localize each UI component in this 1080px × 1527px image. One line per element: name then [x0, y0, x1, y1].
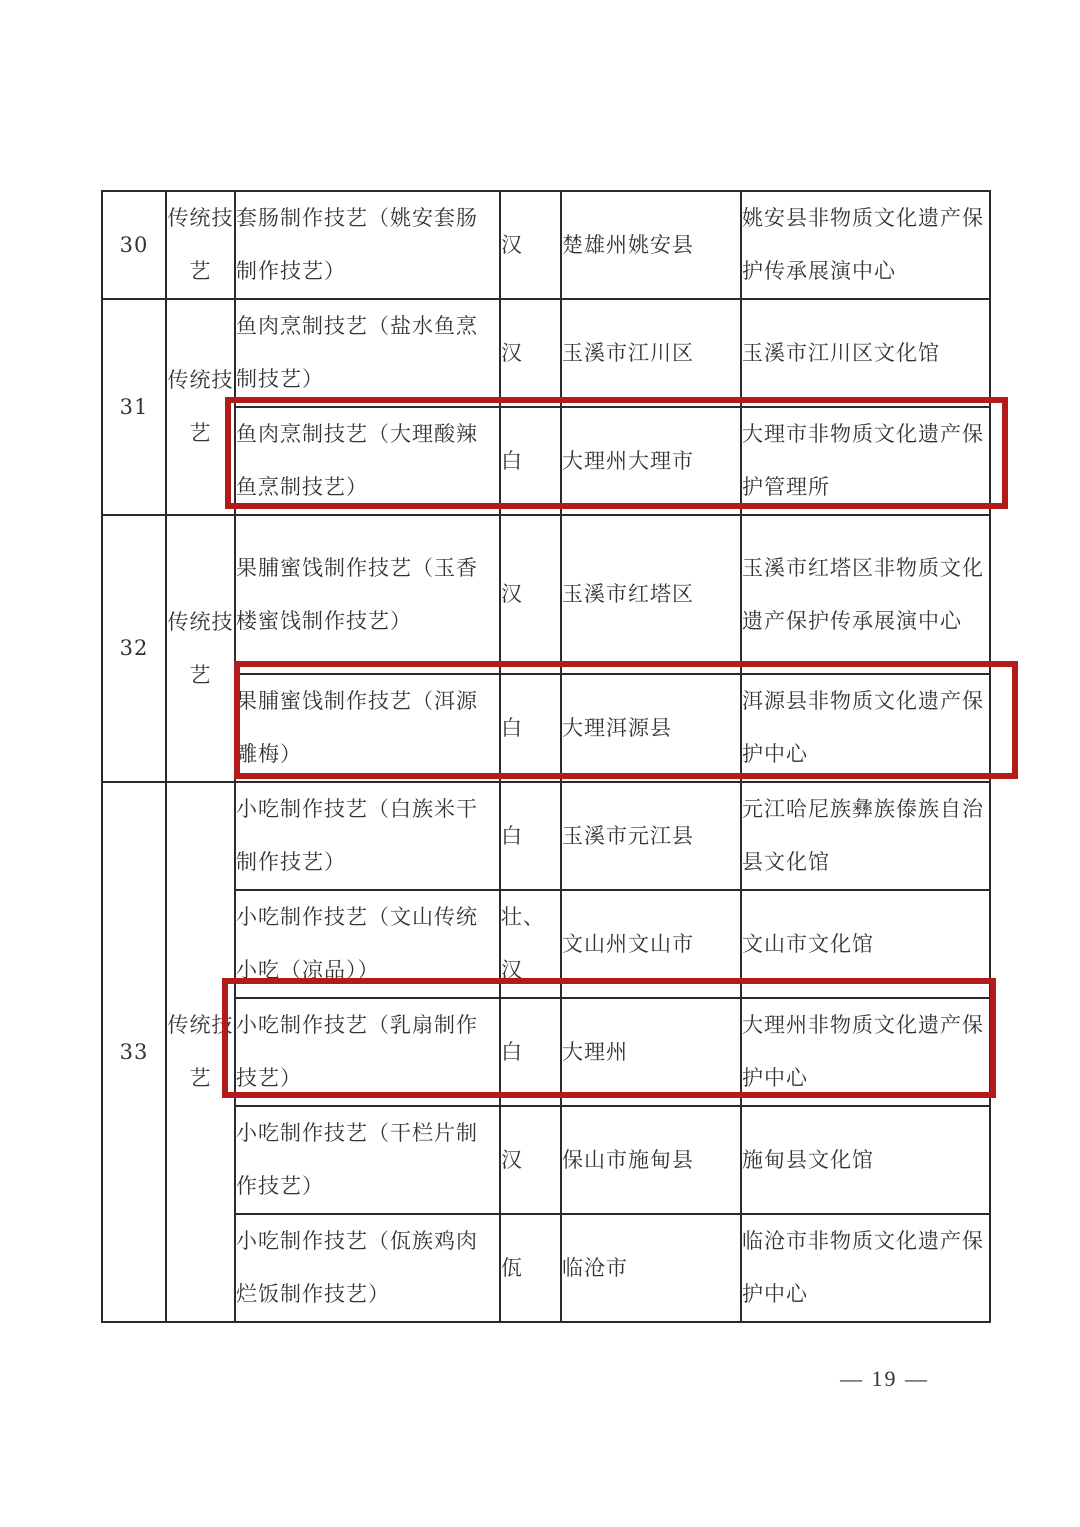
- table-row: [102, 407, 990, 515]
- item-name-cell: 小吃制作技艺（佤族鸡肉烂饭制作技艺）: [235, 1214, 500, 1322]
- ethnicity-cell: 汉: [500, 299, 561, 407]
- category-cell: 传统技艺: [166, 191, 235, 299]
- location-cell: 临沧市: [561, 1214, 741, 1322]
- item-name-cell: 小吃制作技艺（白族米干制作技艺）: [235, 782, 500, 890]
- ethnicity-cell: 汉: [500, 1106, 561, 1214]
- item-name-cell: 小吃制作技艺（乳扇制作技艺）: [235, 998, 500, 1106]
- ethnicity-cell: 白: [500, 782, 561, 890]
- table-row: [102, 1214, 990, 1322]
- location-cell: 保山市施甸县: [561, 1106, 741, 1214]
- table-row: [102, 782, 990, 890]
- table-row: [102, 515, 990, 674]
- item-name-cell: 小吃制作技艺（文山传统小吃（凉品））: [235, 890, 500, 998]
- protection-unit-cell: 元江哈尼族彝族傣族自治县文化馆: [741, 782, 990, 890]
- protection-unit-cell: 洱源县非物质文化遗产保护中心: [741, 674, 990, 782]
- item-number: 32: [102, 515, 166, 782]
- protection-unit-cell: 施甸县文化馆: [741, 1106, 990, 1214]
- item-name-cell: 小吃制作技艺（干栏片制作技艺）: [235, 1106, 500, 1214]
- protection-unit-cell: 玉溪市江川区文化馆: [741, 299, 990, 407]
- protection-unit-cell: 文山市文化馆: [741, 890, 990, 998]
- item-name-cell: 鱼肉烹制技艺（大理酸辣鱼烹制技艺）: [235, 407, 500, 515]
- item-name-cell: 套肠制作技艺（姚安套肠制作技艺）: [235, 191, 500, 299]
- location-cell: 文山州文山市: [561, 890, 741, 998]
- table-row: [102, 299, 990, 407]
- location-cell: 玉溪市红塔区: [561, 515, 741, 674]
- ethnicity-cell: 佤: [500, 1214, 561, 1322]
- ethnicity-cell: 白: [500, 407, 561, 515]
- item-number: 30: [102, 191, 166, 299]
- ethnicity-cell: 白: [500, 998, 561, 1106]
- location-cell: 玉溪市江川区: [561, 299, 741, 407]
- protection-unit-cell: 大理州非物质文化遗产保护中心: [741, 998, 990, 1106]
- ethnicity-cell: 汉: [500, 191, 561, 299]
- table-row: [102, 674, 990, 782]
- table-row: [102, 998, 990, 1106]
- location-cell: 大理州大理市: [561, 407, 741, 515]
- table-row: [102, 1106, 990, 1214]
- location-cell: 大理州: [561, 998, 741, 1106]
- item-name-cell: 果脯蜜饯制作技艺（玉香楼蜜饯制作技艺）: [235, 515, 500, 674]
- item-number: 33: [102, 782, 166, 1322]
- item-number: 31: [102, 299, 166, 515]
- location-cell: 大理洱源县: [561, 674, 741, 782]
- ethnicity-cell: 白: [500, 674, 561, 782]
- protection-unit-cell: 临沧市非物质文化遗产保护中心: [741, 1214, 990, 1322]
- protection-unit-cell: 大理市非物质文化遗产保护管理所: [741, 407, 990, 515]
- ethnicity-cell: 汉: [500, 515, 561, 674]
- item-name-cell: 鱼肉烹制技艺（盐水鱼烹制技艺）: [235, 299, 500, 407]
- heritage-items-table: [101, 190, 991, 1323]
- page-number: — 19 —: [840, 1366, 929, 1391]
- category-cell: 传统技艺: [166, 515, 235, 782]
- protection-unit-cell: 玉溪市红塔区非物质文化遗产保护传承展演中心: [741, 515, 990, 674]
- location-cell: 楚雄州姚安县: [561, 191, 741, 299]
- category-cell: 传统技艺: [166, 299, 235, 515]
- table-row: [102, 191, 990, 299]
- ethnicity-cell: 壮、汉: [500, 890, 561, 998]
- item-name-cell: 果脯蜜饯制作技艺（洱源雕梅）: [235, 674, 500, 782]
- protection-unit-cell: 姚安县非物质文化遗产保护传承展演中心: [741, 191, 990, 299]
- location-cell: 玉溪市元江县: [561, 782, 741, 890]
- category-cell: 传统技艺: [166, 782, 235, 1322]
- table-row: [102, 890, 990, 998]
